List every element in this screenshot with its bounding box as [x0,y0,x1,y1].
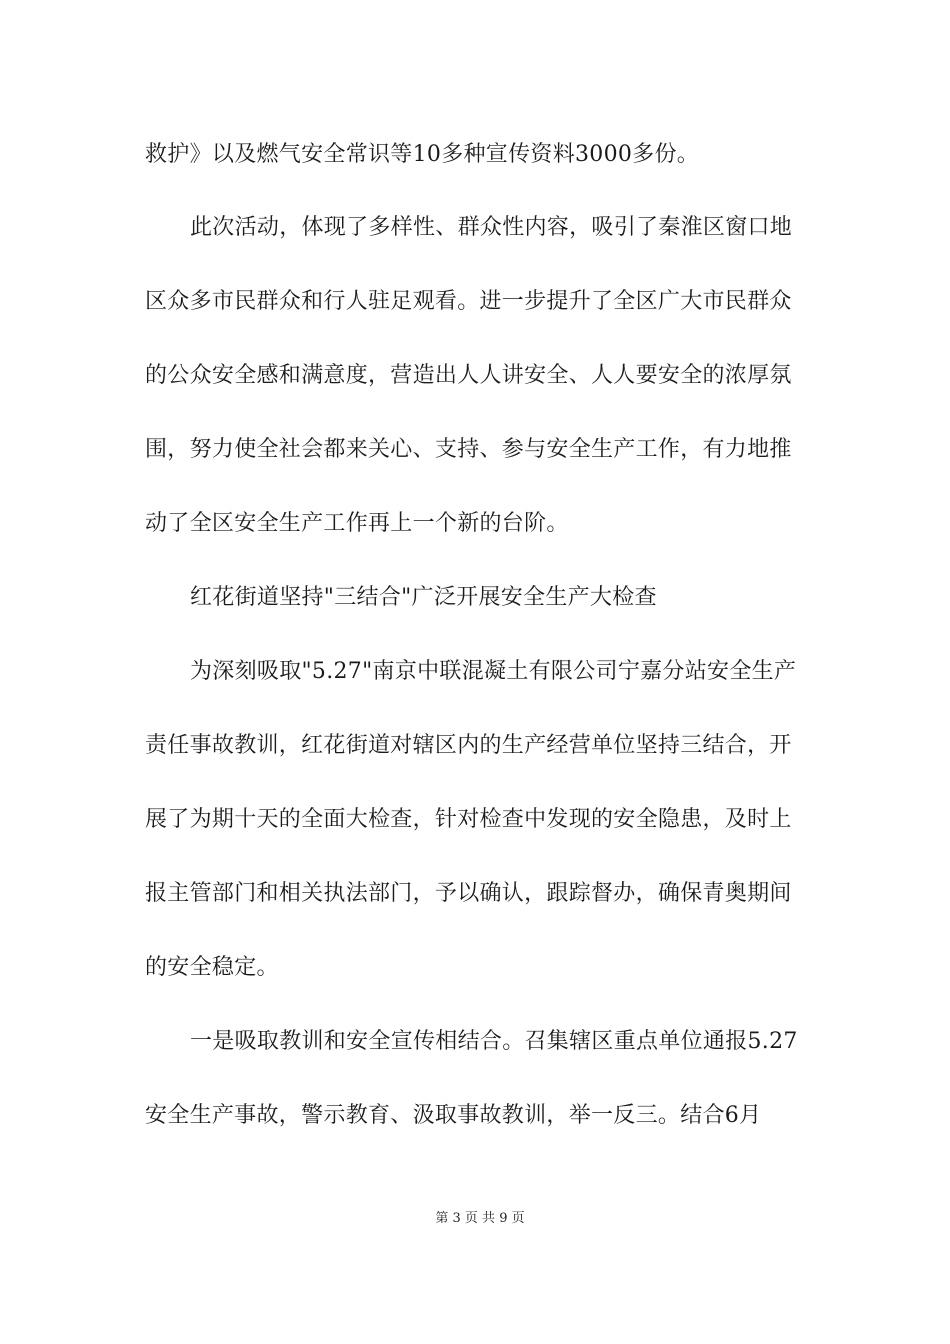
paragraph-start-line: 为深刻吸取"5.27"南京中联混凝土有限公司宁嘉分站安全生产 [190,659,797,684]
page-number-footer: 第 3 页 共 9 页 [435,1211,525,1226]
text-line: 安全生产事故，警示教育、汲取事故教训，举一反三。结合6月 [145,1103,762,1128]
text-line: 的安全稳定。 [145,955,279,980]
text-line: 责任事故教训，红花街道对辖区内的生产经营单位坚持三结合，开 [145,733,792,758]
paragraph-start-line: 此次活动，体现了多样性、群众性内容，吸引了秦淮区窗口地 [190,215,793,240]
section-heading: 红花街道坚持"三结合"广泛开展安全生产大检查 [190,585,657,610]
text-line: 展了为期十天的全面大检查，针对检查中发现的安全隐患，及时上 [145,807,792,832]
text-line: 报主管部门和相关执法部门，予以确认，跟踪督办，确保青奥期间 [145,881,792,906]
text-line: 救护》以及燃气安全常识等10多种宣传资料3000多份。 [145,142,700,167]
text-line: 的公众安全感和满意度，营造出人人讲安全、人人要安全的浓厚氛 [145,363,792,388]
text-line: 区众多市民群众和行人驻足观看。进一步提升了全区广大市民群众 [145,289,792,314]
text-line: 动了全区安全生产工作再上一个新的台阶。 [145,511,569,536]
paragraph-start-line: 一是吸取教训和安全宣传相结合。召集辖区重点单位通报5.27 [190,1029,798,1054]
text-line: 围，努力使全社会都来关心、支持、参与安全生产工作，有力地推 [145,437,792,462]
